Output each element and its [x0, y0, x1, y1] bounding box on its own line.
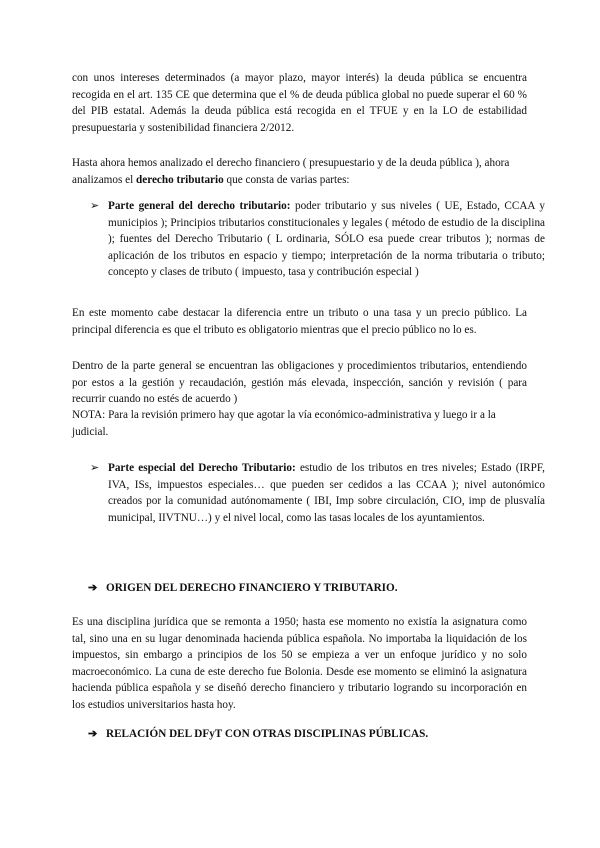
- paragraph-deuda-publica: con unos intereses determinados (a mayor plazo, mayor interés) la deuda pública se encuentra recogida en el art. 135 CE que determina que el % de deuda pública global no puede superar el 60 % del PIB estatal. Además la deuda pública está recogida en el TFUE y en la LO de estabilidad presupuestaria y sostenibilidad financiera 2/2012.: [72, 72, 527, 134]
- section-heading-origen-text: ORIGEN DEL DERECHO FINANCIERO Y TRIBUTARIO.: [106, 582, 398, 594]
- section-heading-relacion-text: RELACIÓN DEL DFyT CON OTRAS DISCIPLINAS PÚBLICAS.: [106, 728, 429, 740]
- bullet-parte-general-title: Parte general del derecho tributario:: [108, 200, 291, 212]
- paragraph-derecho-tributario-intro: [72, 155, 527, 188]
- paragraph-tributo-vs-precio: En este momento cabe destacar la diferencia entre un tributo o una tasa y un precio público. La principal diferencia es que el tributo es obligatorio mientras que el precio público no lo es.: [72, 307, 527, 336]
- paragraph-origen-disciplina: Es una disciplina jurídica que se remonta a 1950; hasta ese momento no existía la asignatura como tal, sino una en su lugar denominada hacienda pública española. No importaba la liquidación de los impuestos, sin embargo a principios de los 50 se empieza a ver un enfoque jurídico y no solo macroeconómico. La cuna de este derecho fue Bolonia. Desde ese momento se eliminó la asignatura hacienda pública española y se diseñó derecho financiero y tributario logrando su incorporación en los estudios universitarios hasta hoy.: [72, 616, 527, 711]
- bullet-parte-especial-text: estudio de los tributos en tres niveles; Estado (IRPF, IVA, ISs, impuestos especiales… que pueden ser cedidos a las CCAA ); nivel autonómico creados por la comunidad autónomamente ( IBI, Imp sobre circulación, CIO, imp de plusvalía municipal, IIVTNU…) y el nivel local, como las tasas locales de los ayuntamientos.: [108, 462, 545, 524]
- bullet-arrow-icon: ➢: [90, 200, 100, 212]
- paragraph-nota-revision: NOTA: Para la revisión primero hay que agotar la vía económico-administrativa y luego ir a la judicial.: [72, 409, 496, 438]
- bullet-parte-general-text: poder tributario y sus niveles ( UE, Estado, CCAA y municipios ); Principios tributarios constitucionales y legales ( método de estudio de la disciplina ); fuentes del Derecho Tributario ( L ordinaria, SÓLO esa puede crear tributos ); normas de aplicación de los tributos en espacio y tiempo; interpretación de la norma tributaria o tributo; concepto y clases de tributo ( impuesto, tasa y contribución especial ): [108, 200, 545, 278]
- bullet-arrow-icon: ➢: [90, 462, 100, 474]
- section-heading-relacion: [88, 726, 428, 743]
- section-heading-origen: [88, 580, 398, 597]
- heading-arrow-icon: ➔: [88, 582, 98, 594]
- intro-text-before: Hasta ahora hemos analizado el derecho financiero ( presupuestario y de la deuda pública ), ahora analizamos el: [72, 157, 510, 186]
- heading-arrow-icon: ➔: [88, 728, 98, 740]
- paragraph-obligaciones-procedimientos: Dentro de la parte general se encuentran las obligaciones y procedimientos tributarios, entendiendo por estos a la gestión y recaudación, gestión más elevada, inspección, sanción y revisión ( para recurrir cuando no estés de acuerdo ): [72, 360, 527, 405]
- bullet-parte-especial: [90, 460, 545, 526]
- intro-text-after: que consta de varias partes:: [223, 173, 350, 186]
- bullet-parte-especial-title: Parte especial del Derecho Tributario:: [108, 462, 296, 474]
- intro-bold-term: derecho tributario: [136, 173, 224, 186]
- bullet-parte-general: [90, 198, 545, 281]
